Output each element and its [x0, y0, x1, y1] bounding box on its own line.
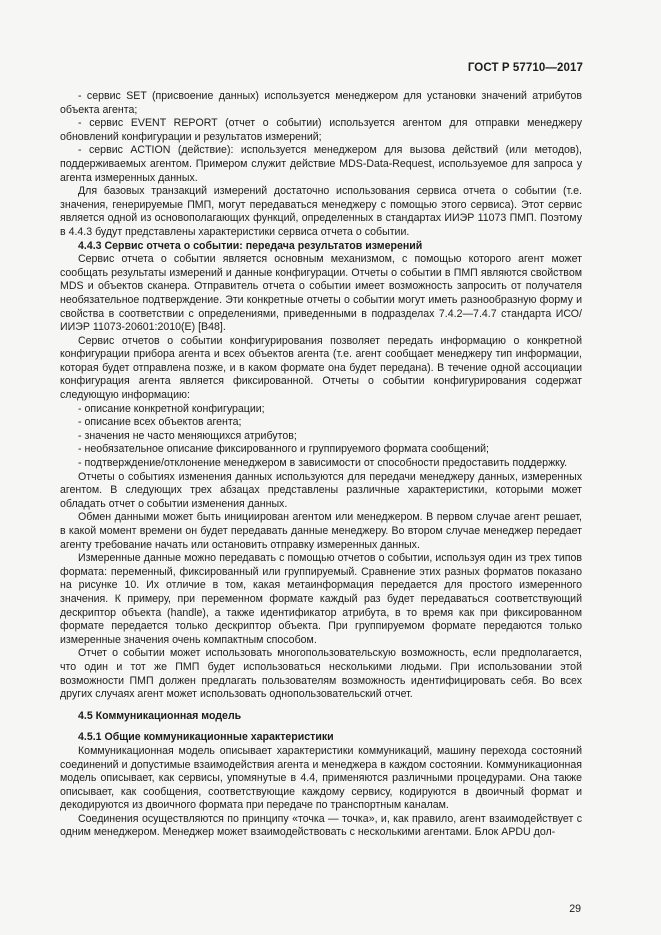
paragraph: Коммуникационная модель описывает характеристики коммуникаций, машину перехода состояний соединений и допустимые взаимодействия агента и менеджера в каждом состоянии. Коммуникационная модель описывает, как сервисы, упомянутые в 4.4, применяются различными процедурами. Она также описывает, как сообщения, соответствующие каждому сервису, кодируются в двоичный формат и декодируются из двоичного формата при передаче по транспортным каналам.: [60, 744, 582, 812]
list-item: - необязательное описание фиксированного и группируемого формата сообщений;: [78, 443, 489, 456]
paragraph: Отчеты о событиях изменения данных используются для передачи менеджеру данных, измеренных агентом. В следующих трех абзацах представлены различные характеристики, которыми может обладать отчет о событии изменения данных.: [60, 470, 582, 510]
paragraph: Сервис отчетов о событии конфигурирования позволяет передать информацию о конкретной конфигурации прибора агента и всех объектов агента (т.е. агент сообщает менеджеру тип информации, которая будет отправлена позже, и в каком формате она будет передана). В течение одной ассоциации конфигурация агента является фиксированной. Отчеты о событии конфигурирования содержат следующую информацию:: [60, 334, 582, 402]
paragraph: Отчет о событии может использовать многопользовательскую возможность, если предполагается, что один и тот же ПМП будет использоваться несколькими людьми. При использовании этой возможности ПМП должен предлагать пользователям возможность идентифицировать себя. Во всех других случаях агент может использовать однопользовательский отчет.: [60, 647, 582, 701]
section-heading: 4.5 Коммуникационная модель: [78, 709, 242, 722]
paragraph: Для базовых транзакций измерений достаточно использования сервиса отчета о событии (т.е. значения, генерируемые ПМП, могут передаваться менеджеру с помощью этого сервиса). Этот сервис является одной из основополагающих функций, определенных в стандартах ИИЭР 11073 ПМП. Поэтому в 4.4.3 будут представлены характеристики сервиса отчета о событии.: [60, 185, 582, 238]
paragraph: Измеренные данные можно передавать с помощью отчетов о событии, используя один из трех типов формата: переменный, фиксированный или группируемый. Сравнение этих разных форматов показано на рисунке 10. Их отличие в том, какая метаинформация передается для простого измеренного значения. К примеру, при переменном формате каждый раз будет передаваться соответствующий дескриптор объекта (handle), а также идентификатор атрибута, в то время как при фиксированном формате передается только дескриптор объекта. При группируемом формате передаются только измеренные значения очень компактным способом.: [60, 552, 582, 646]
list-item: - сервис SET (присвоение данных) используется менеджером для установки значений атрибутов объекта агента;: [60, 90, 582, 116]
page-number: 29: [569, 903, 581, 915]
section-heading: 4.5.1 Общие коммуникационные характеристики: [78, 731, 334, 744]
section-heading: 4.4.3 Сервис отчета о событии: передача результатов измерений: [78, 239, 423, 252]
document-body: [60, 90, 582, 840]
list-item: - сервис ACTION (действие): используется менеджером для вызова действий (или методов), поддерживаемых агентом. Примером служит действие MDS-Data-Request, используемое для запроса у агента измеренных данных.: [60, 144, 582, 184]
list-item: - сервис EVENT REPORT (отчет о событии) используется агентом для отправки менеджеру обновлений конфигурации и результатов измерений;: [60, 117, 582, 143]
paragraph: Соединения осуществляются по принципу «точка — точка», и, как правило, агент взаимодействует с одним менеджером. Менеджер может взаимодействовать с несколькими агентами. Блок APDU дол-: [60, 812, 582, 839]
list-item: - описание всех объектов агента;: [78, 416, 242, 429]
document-code: ГОСТ Р 57710—2017: [467, 62, 583, 74]
paragraph: Обмен данными может быть инициирован агентом или менеджером. В первом случае агент решает, в какой момент времени он будет передавать данные менеджеру. Во втором случае менеджер передает агенту требование начать или остановить отправку измеренных данных.: [60, 511, 582, 551]
list-item: - значения не часто меняющихся атрибутов;: [78, 429, 297, 442]
list-item: - описание конкретной конфигурации;: [78, 402, 265, 415]
list-item: - подтверждение/отклонение менеджером в зависимости от способности предоставить поддержку.: [78, 457, 568, 470]
paragraph: Сервис отчета о событии является основным механизмом, с помощью которого агент может сообщать результаты измерений и данные конфигурации. Отчеты о событии в ПМП являются свойством MDS и объектов сканера. Отправитель отчета о событии имеет возможность запросить от получателя необязательное подтверждение. Эти конкретные отчеты о событии могут иметь разнообразную форму и свойства в соответствии с определениями, приведенными в подразделах 7.4.2—7.4.7 стандарта ИСО/ИИЭР 11073-20601:2010(E) [В48].: [60, 253, 582, 334]
